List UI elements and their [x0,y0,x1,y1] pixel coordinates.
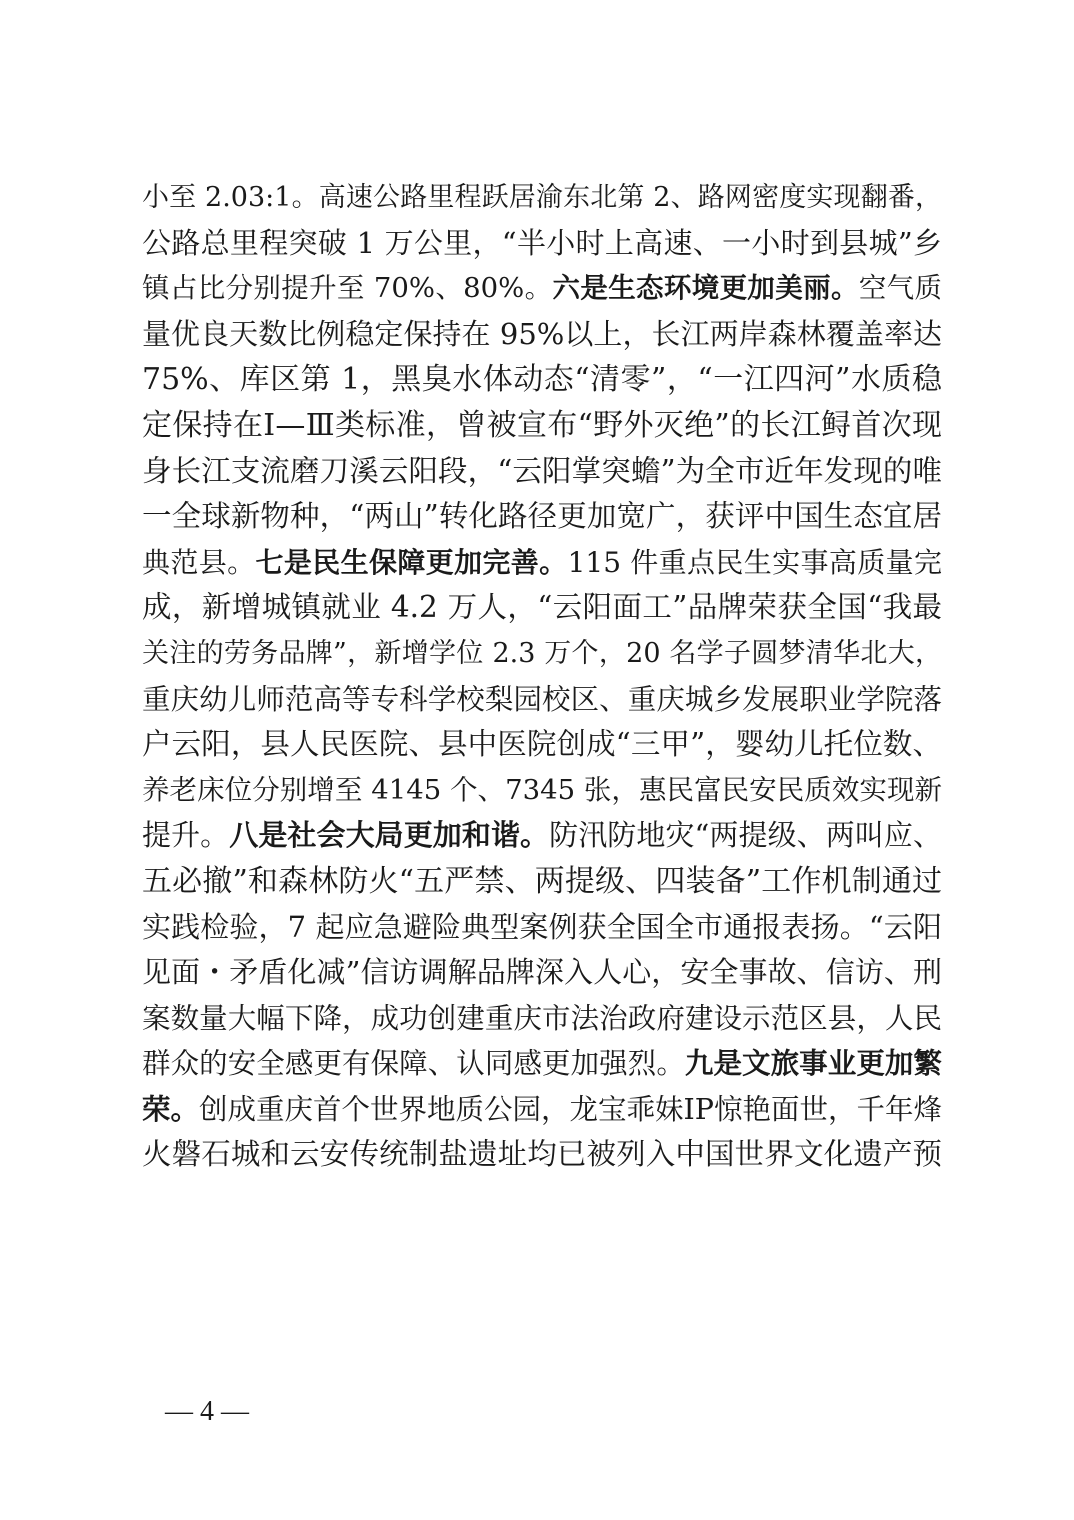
text-line [142,1041,942,1087]
text-segment: 养老床位分别增至 4145 个、7345 张，惠民富民安民质效实现新 [142,773,942,806]
text-segment: 火磐石城和云安传统制盐遗址均已被列入中国世界文化遗产预 [142,1137,942,1172]
text-segment: 镇占比分别提升至 70%、80%。 [142,272,553,305]
text-segment: 身长江支流磨刀溪云阳段，“云阳掌突蟾”为全市近年发现的唯 [142,453,942,488]
text-line [142,494,942,540]
text-segment: 见面・矛盾化减”信访调解品牌深入人心，安全事故、信访、刑 [142,955,942,990]
text-line [142,1087,942,1133]
text-line [142,905,942,951]
bold-heading-text: 六是生态环境更加美丽。 [552,272,859,305]
text-line [142,540,942,586]
text-segment: 小至 2.03:1。高速公路里程跃居渝东北第 2、路网密度实现翻番， [142,182,942,213]
text-line [142,996,942,1042]
text-segment: 五必撤”和森林防火“五严禁、两提级、四装备”工作机制通过 [142,863,942,899]
text-segment: 一全球新物种，“两山”转化路径更加宽广，获评中国生态宜居 [142,499,942,534]
text-line [142,1132,942,1178]
text-segment: 成，新增城镇就业 4.2 万人，“云阳面工”品牌荣获全国“我最 [142,590,942,625]
text-segment: 75%、库区第 1，黑臭水体动态“清零”，“一江四河”水质稳 [142,362,942,398]
bold-heading-text: 九是文旅事业更加繁 [684,1046,942,1081]
text-segment: 重庆幼儿师范高等专科学校梨园校区、重庆城乡发展职业学院落 [142,682,942,716]
text-segment: 户云阳，县人民医院、县中医院创成“三甲”，婴幼儿托位数、 [142,727,942,762]
bold-heading-text: 八是社会大局更加和谐。 [229,818,550,853]
page-number: — 4 — [165,1396,249,1427]
text-line [142,722,942,768]
text-line [142,859,942,905]
text-segment: 防汛防地灾“两提级、两叫应、 [549,818,942,853]
text-line [142,403,942,449]
text-line [142,585,942,631]
body-text [142,175,942,1178]
text-line [142,221,942,267]
text-segment: 典范县。 [142,545,256,579]
bold-heading-text: 七是民生保障更加完善。 [255,545,568,579]
text-line [142,677,942,723]
text-segment: 群众的安全感更有保障、认同感更加强烈。 [142,1047,685,1081]
text-line [142,950,942,996]
text-line [142,768,942,814]
text-segment: 公路总里程突破 1 万公里，“半小时上高速、一小时到县城”乡 [142,225,942,260]
text-line [142,631,942,677]
text-segment: 案数量大幅下降，成功创建重庆市法治政府建设示范区县，人民 [142,1001,942,1035]
text-segment: 115 件重点民生实事高质量完 [567,545,942,579]
text-line [142,266,942,312]
text-line [142,449,942,495]
text-segment: 关注的劳务品牌”，新增学位 2.3 万个，20 名学子圆梦清华北大， [142,637,942,669]
bold-heading-text: 荣。 [142,1091,200,1126]
text-segment: 提升。 [142,818,230,853]
text-line [142,175,942,221]
text-line [142,813,942,859]
text-segment: 创成重庆首个世界地质公园，龙宝乖妹IP惊艳面世，千年烽 [199,1092,942,1126]
text-line [142,312,942,358]
text-segment: 量优良天数比例稳定保持在 95%以上，长江两岸森林覆盖率达 [142,316,942,351]
text-segment: 定保持在Ⅰ—Ⅲ类标准，曾被宣布“野外灭绝”的长江鲟首次现 [142,407,942,443]
text-segment: 空气质 [858,272,942,305]
text-line [142,357,942,403]
text-segment: 实践检验，7 起应急避险典型案例获全国全市通报表扬。“云阳 [142,909,942,944]
